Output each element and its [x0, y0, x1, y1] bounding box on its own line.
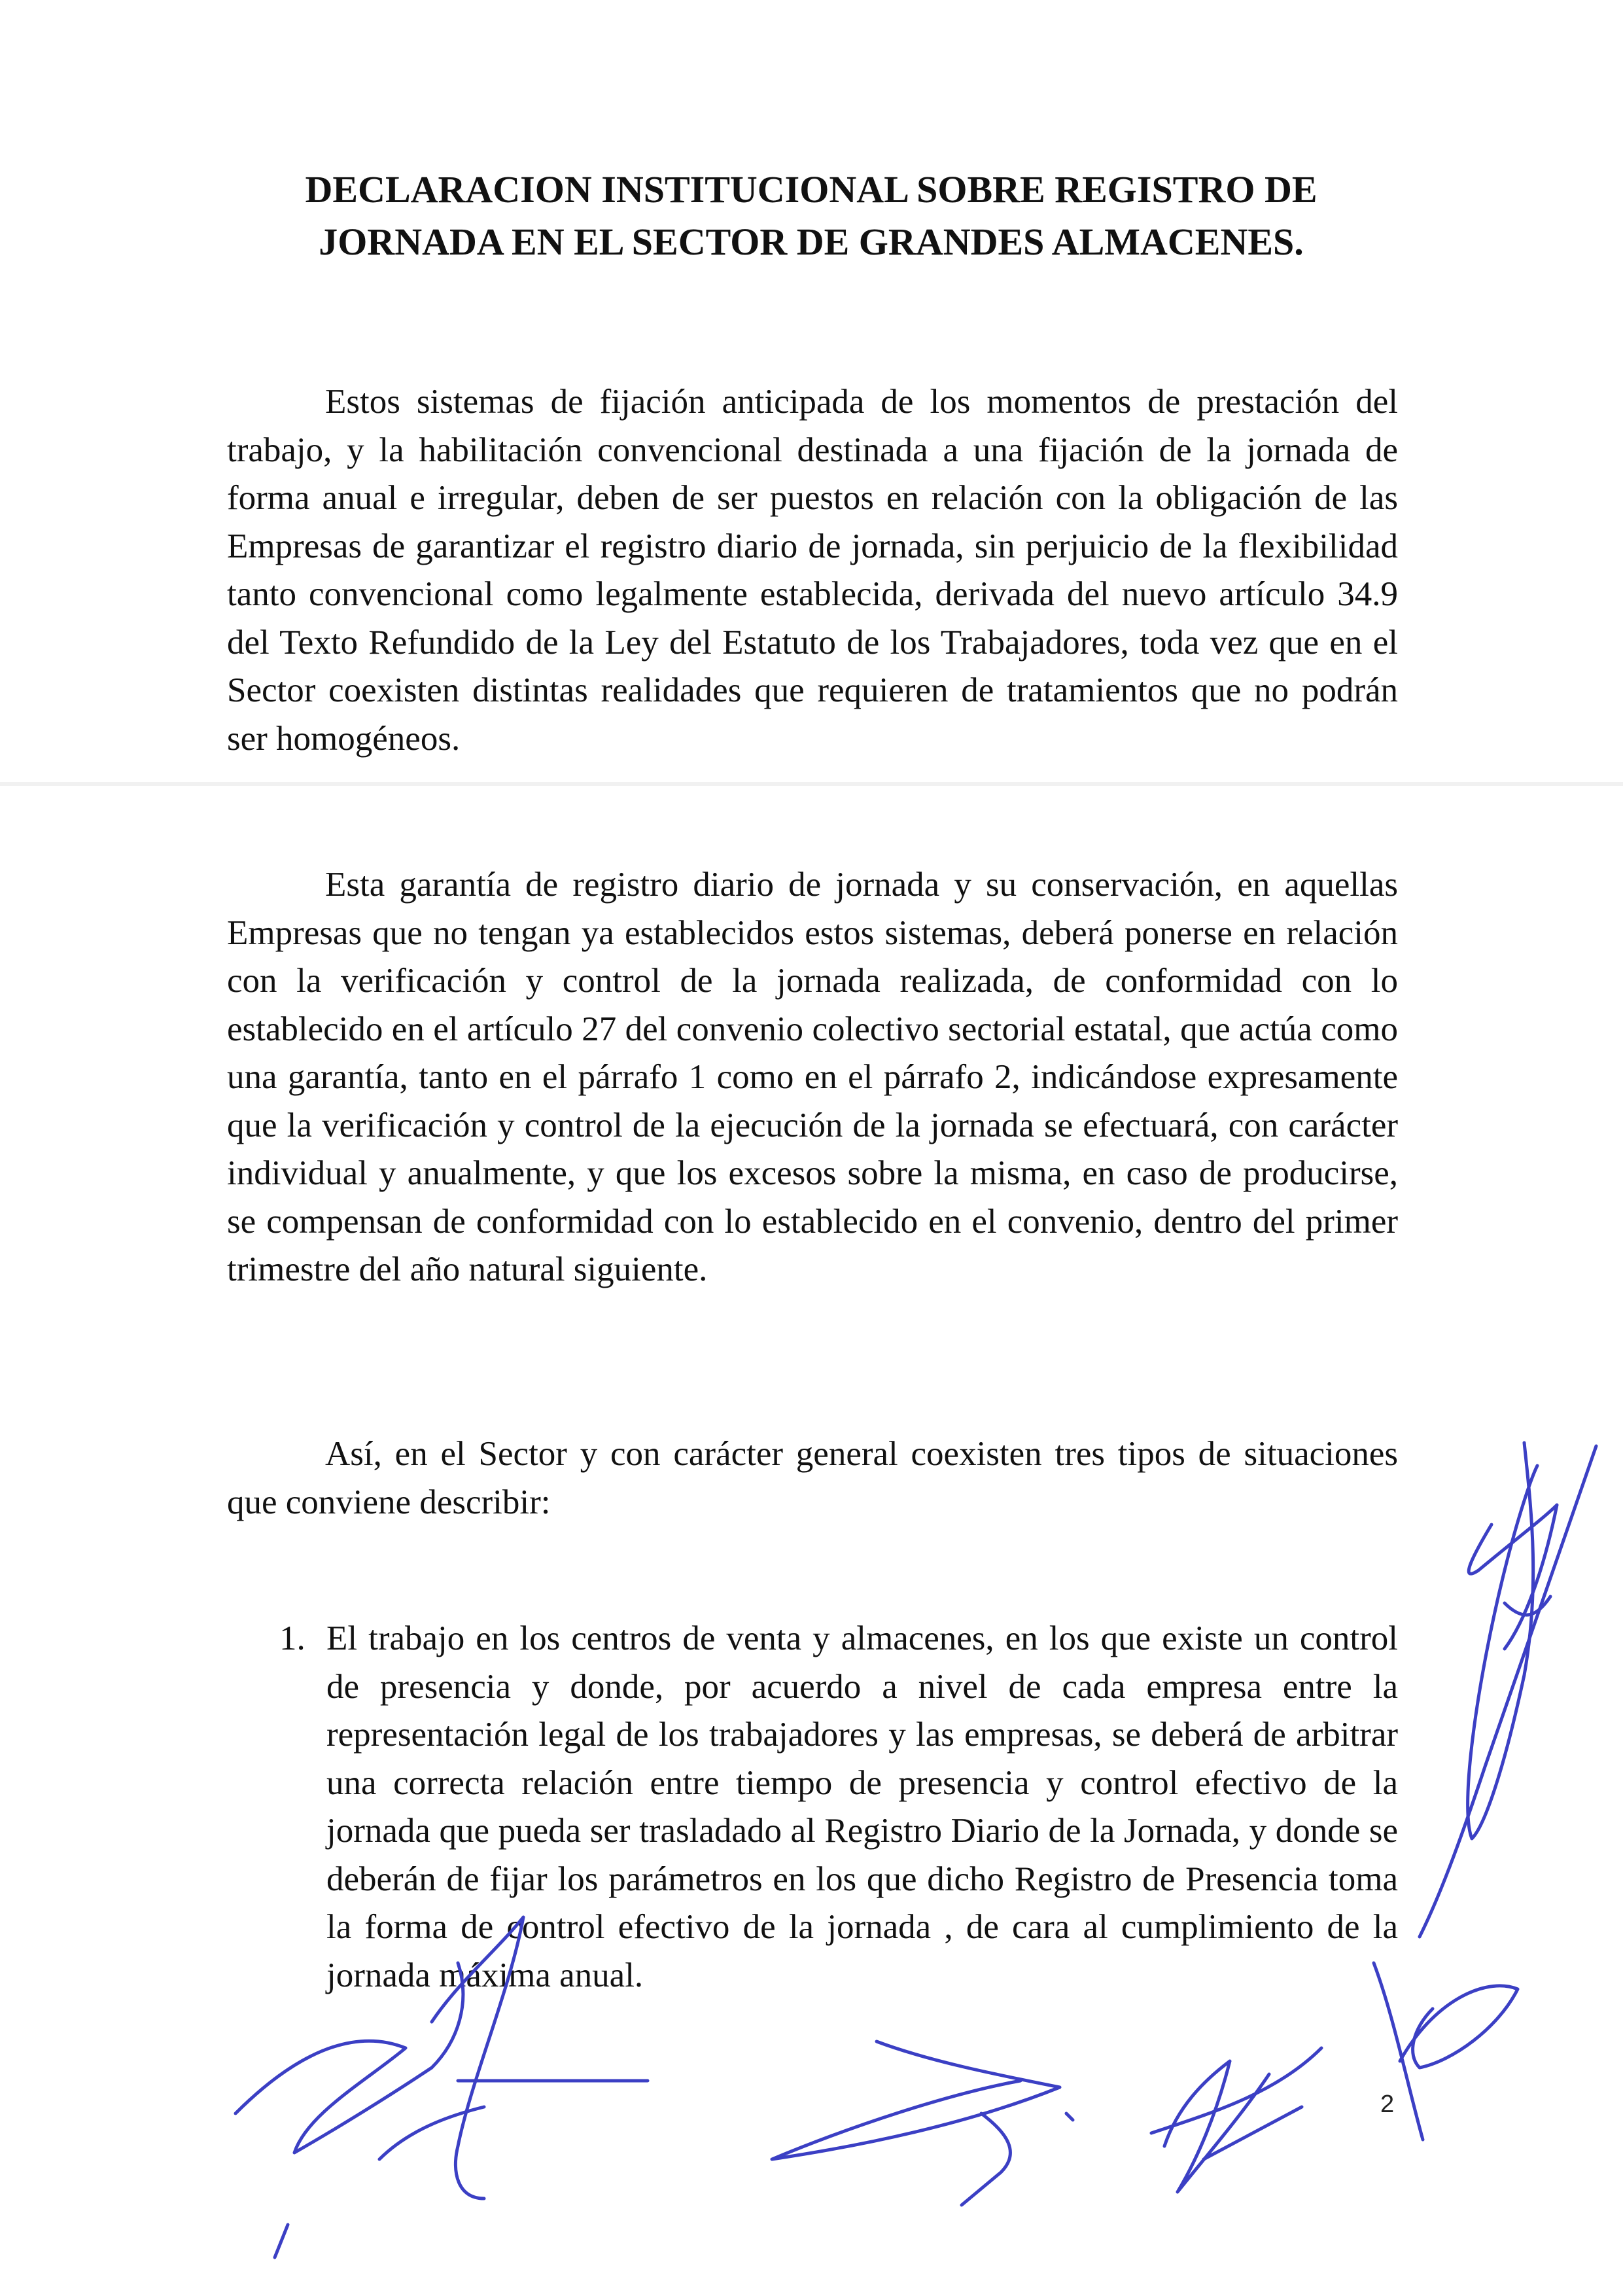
paragraph-2: Esta garantía de registro diario de jornada y su conservación, en aquellas Empresas que no tengan ya establecidos estos sistemas, deberá ponerse en relación con la verificación y control de la jornada realizada, de conformidad con lo establecido en el artículo 27 del convenio colectivo sectorial estatal, que actúa como una garantía, tanto en el párrafo 1 como en el párrafo 2, indicándose expresamente que la verificación y control de la ejecución de la jornada se efectuará, con carácter individual y anualmente, y que los excesos sobre la misma, en caso de producirse, se compensan de conformidad con lo establecido en el convenio, dentro del primer trimestre del año natural siguiente.	[227, 866, 1398, 1288]
list-item-number: 1.	[279, 1619, 305, 1657]
signature-right-margin	[1420, 1443, 1596, 1937]
list-item-text: El trabajo en los centros de venta y almacenes, en los que existe un control de presencia y donde, por acuerdo a nivel de cada empresa entre la representación legal de los trabajadores y las empresas, se deberá de arbitrar una correcta relación entre tiempo de presencia y control efectivo de la jornada que pueda ser trasladado al Registro Diario de la Jornada, y donde se deberán de fijar los parámetros en los que dicho Registro de Presencia toma la forma de control efectivo de la jornada , de cara al cumplimiento de la jornada máxima anual.	[326, 1619, 1398, 1994]
title-line-1: DECLARACION INSTITUCIONAL SOBRE REGISTRO DE	[305, 168, 1318, 211]
paragraph-3: Así, en el Sector y con carácter general coexisten tres tipos de situaciones que conviene describir:	[227, 1435, 1398, 1521]
page-number: 2	[1380, 2091, 1395, 2118]
document-title	[196, 164, 1426, 268]
paragraph-1: Estos sistemas de fijación anticipada de los momentos de prestación del trabajo, y la habilitación convencional destinada a una fijación de la jornada de forma anual e irregular, deben de ser puestos en relación con la obligación de las Empresas de garantizar el registro diario de jornada, sin perjuicio de la flexibilidad tanto convencional como legalmente establecida, derivada del nuevo artículo 34.9 del Texto Refundido de la Ley del Estatuto de los Trabajadores, toda vez que en el Sector coexisten distintas realidades que requieren de tratamientos que no podrán ser homogéneos.	[227, 383, 1398, 758]
title-line-2: JORNADA EN EL SECTOR DE GRANDES ALMACENES.	[319, 221, 1304, 263]
signature-bottom-middle	[772, 2041, 1073, 2205]
signature-bottom-center-right	[1151, 2048, 1321, 2192]
scan-artifact-line	[0, 782, 1623, 786]
